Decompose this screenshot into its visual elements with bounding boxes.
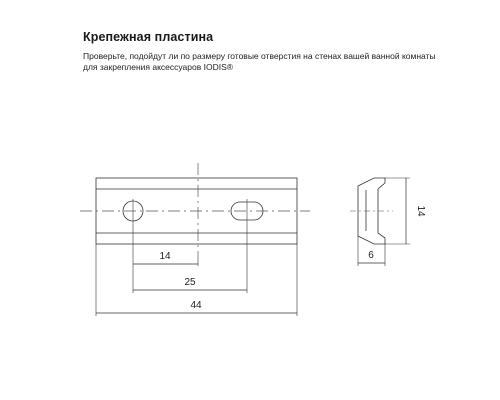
center-lines (80, 163, 310, 257)
label-height: 14 (415, 205, 426, 217)
label-hole-spacing: 14 (159, 251, 171, 262)
label-thickness: 6 (368, 250, 374, 261)
label-total-length: 44 (190, 300, 202, 311)
description-line-1: Проверьте, подойдут ли по размеру готовые отверстия на стенах вашей ванной комнаты (83, 51, 436, 61)
page-title: Крепежная пластина (83, 30, 214, 44)
description-line-2: для закрепления аксессуаров IODIS® (83, 62, 234, 72)
label-inner-length: 25 (184, 277, 196, 288)
plate-side-view (350, 178, 410, 266)
